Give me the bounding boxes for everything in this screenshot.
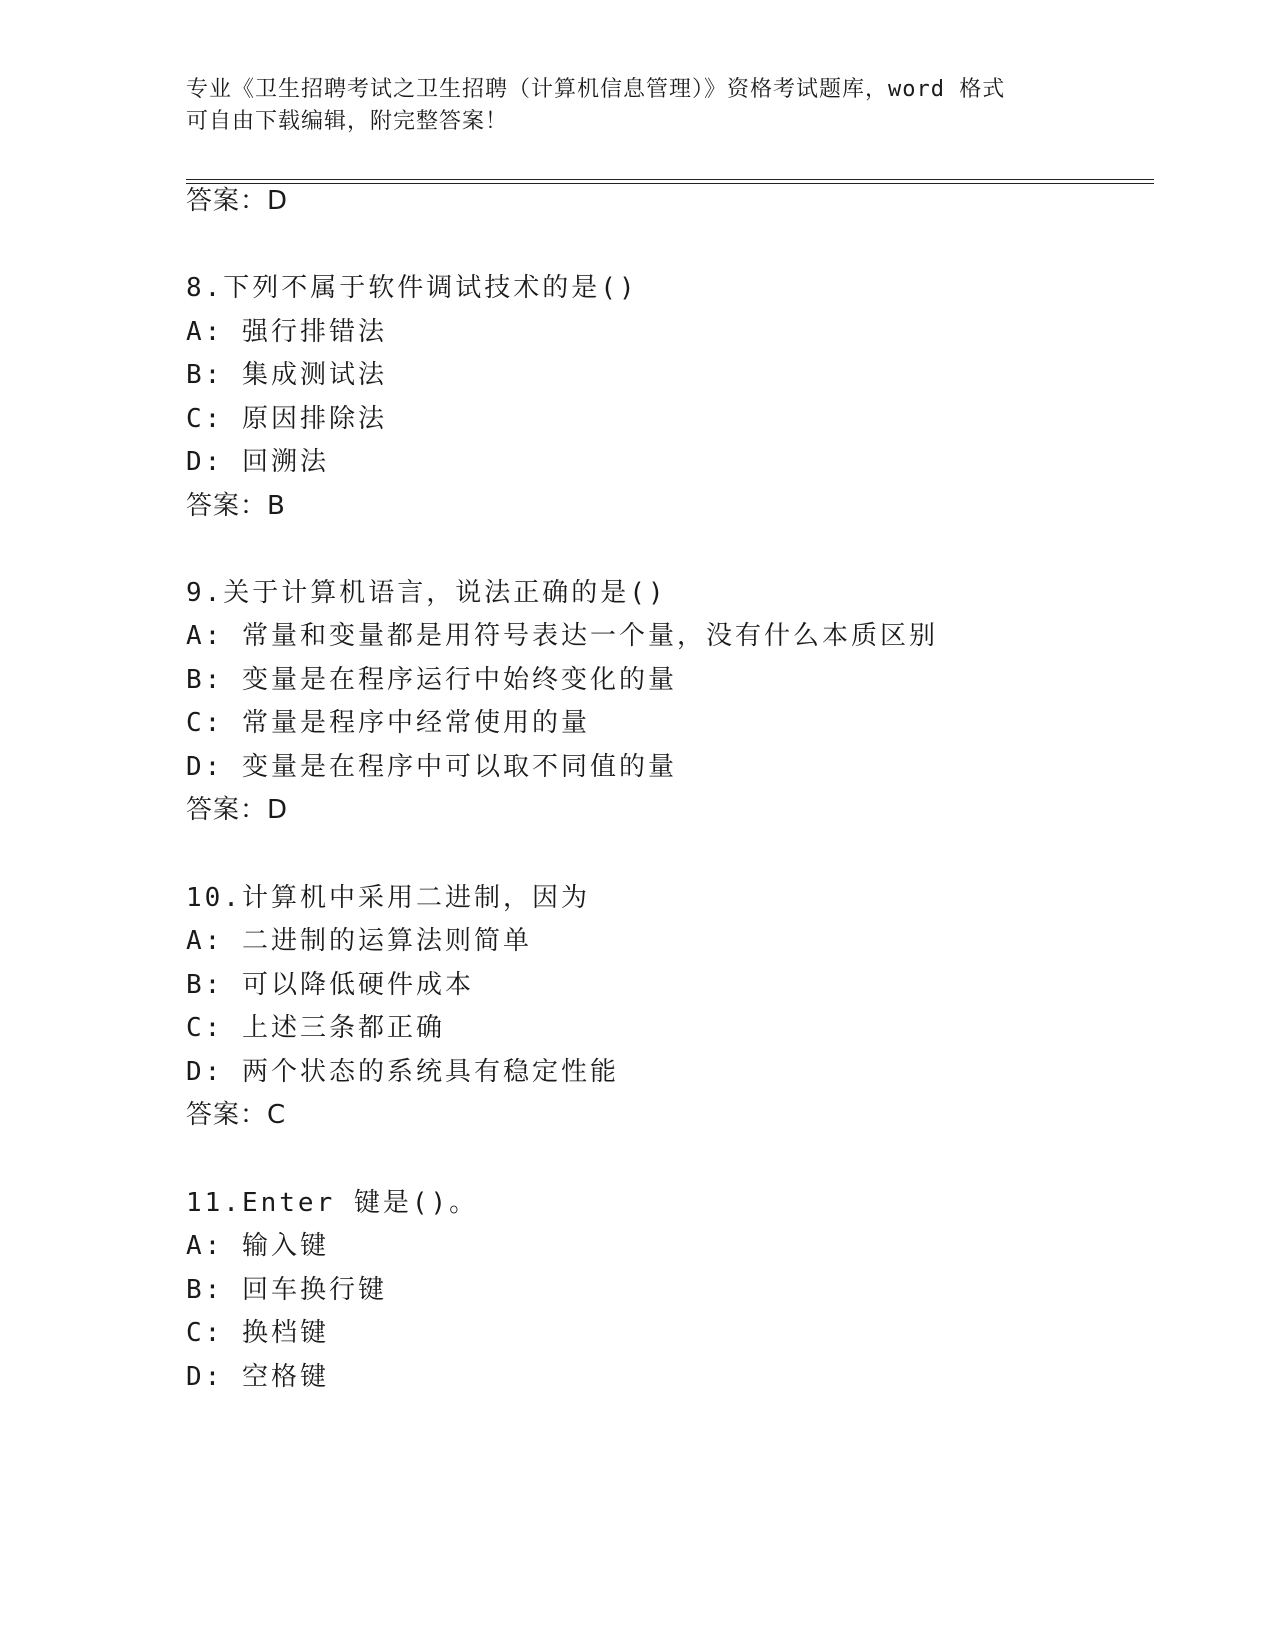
- question-9-option-a: A: 常量和变量都是用符号表达一个量，没有什么本质区别: [186, 621, 938, 651]
- question-11-stem: 11.Enter 键是()。: [186, 1188, 479, 1218]
- previous-answer: 答案：D: [186, 186, 289, 216]
- question-11-option-a: A: 输入键: [186, 1231, 329, 1261]
- header-line-2: 可自由下载编辑，附完整答案！: [186, 109, 509, 134]
- question-10-option-a: A: 二进制的运算法则简单: [186, 926, 532, 956]
- document-header: [186, 74, 1086, 138]
- question-8-option-d: D: 回溯法: [186, 447, 329, 477]
- question-10-stem: 10.计算机中采用二进制，因为: [186, 883, 590, 913]
- question-11-option-b: B: 回车换行键: [186, 1275, 387, 1305]
- question-9-option-b: B: 变量是在程序运行中始终变化的量: [186, 665, 677, 695]
- question-9-answer: 答案：D: [186, 795, 289, 825]
- question-9-option-c: C: 常量是程序中经常使用的量: [186, 708, 590, 738]
- header-divider-bottom: [186, 183, 1154, 184]
- question-11-option-d: D: 空格键: [186, 1362, 329, 1392]
- question-10-option-d: D: 两个状态的系统具有稳定性能: [186, 1057, 619, 1087]
- question-9-option-d: D: 变量是在程序中可以取不同值的量: [186, 752, 677, 782]
- question-10-option-b: B: 可以降低硬件成本: [186, 970, 474, 1000]
- header-line-1: 专业《卫生招聘考试之卫生招聘（计算机信息管理）》资格考试题库，word 格式: [186, 77, 1006, 102]
- header-divider-top: [186, 179, 1154, 180]
- question-10-option-c: C: 上述三条都正确: [186, 1013, 445, 1043]
- question-11-option-c: C: 换档键: [186, 1318, 329, 1348]
- question-8-option-a: A: 强行排错法: [186, 317, 387, 347]
- question-8-stem: 8.下列不属于软件调试技术的是(): [186, 273, 638, 303]
- question-8-answer: 答案：B: [186, 491, 286, 521]
- question-10-answer: 答案：C: [186, 1100, 287, 1130]
- question-9-stem: 9.关于计算机语言，说法正确的是(): [186, 578, 667, 608]
- question-8-option-c: C: 原因排除法: [186, 404, 387, 434]
- question-8-option-b: B: 集成测试法: [186, 360, 387, 390]
